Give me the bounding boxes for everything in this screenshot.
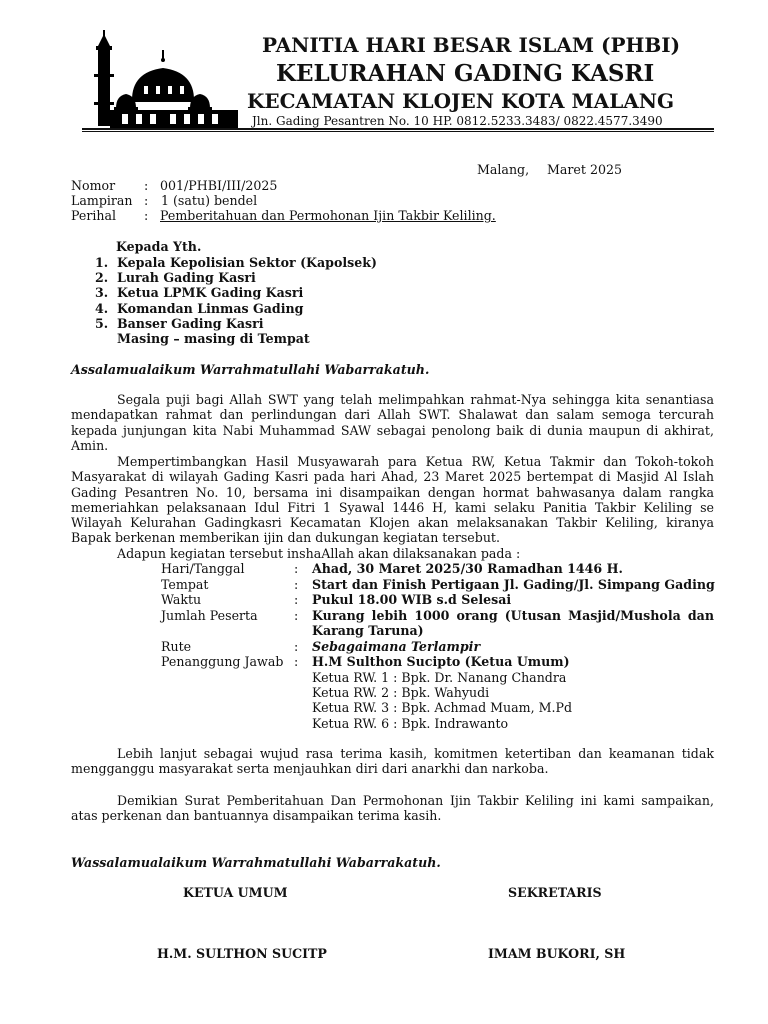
recipient-number: 3. [95, 285, 109, 300]
rw-leader: Ketua RW. 2 : Bpk. Wahyudi [312, 685, 490, 700]
signature-left-title: KETUA UMUM [183, 885, 288, 900]
paragraph-line: mendapatkan rahmat dan perlindungan dari Allah SWT. Shalawat dan salam semoga tercurah [71, 407, 714, 423]
paragraph-line: kepada junjungan kita Nabi Muhammad SAW sebagai penolong baik di dunia maupun di akhirat, [71, 422, 714, 438]
event-value-date: Ahad, 30 Maret 2025/30 Ramadhan 1446 H. [312, 561, 623, 576]
paragraph-closing [71, 793, 714, 824]
lampiran-label: Lampiran [71, 193, 133, 208]
event-value-responsible: H.M Sulthon Sucipto (Ketua Umum) [312, 654, 570, 669]
colon: : [294, 608, 299, 623]
paragraph-line: mengganggu masyarakat serta menjauhkan diri dari anarkhi dan narkoba. [71, 761, 549, 777]
recipient-item: Ketua LPMK Gading Kasri [117, 285, 304, 300]
event-label-participants: Jumlah Peserta [161, 608, 258, 623]
paragraph-line: Gading Pesantren No. 10, bersama ini disampaikan dengan hormat bahwasanya dalam rangka [71, 484, 714, 500]
paragraph-consideration [71, 454, 714, 546]
paragraph-line: atas perkenan dan bantuannya disampaikan terima kasih. [71, 808, 442, 824]
recipient-item: Kepala Kepolisian Sektor (Kapolsek) [117, 255, 377, 270]
letterhead-rule [82, 128, 714, 130]
paragraph-commitment [71, 746, 714, 777]
rw-leader: Ketua RW. 1 : Bpk. Dr. Nanang Chandra [312, 670, 567, 685]
event-value-place: Start dan Finish Pertigaan Jl. Gading/Jl. Simpang Gading [312, 577, 715, 592]
colon: : [294, 654, 299, 669]
colon: : [294, 592, 299, 607]
paragraph-line: Demikian Surat Pemberitahuan Dan Permohonan Ijin Takbir Keliling ini kami sampaikan, [117, 793, 714, 808]
event-label-time: Waktu [161, 592, 202, 607]
recipients-intro: Kepada Yth. [116, 239, 202, 254]
event-value-time: Pukul 18.00 WIB s.d Selesai [312, 592, 512, 607]
paragraph-line: Bapak berkenan memberikan ijin dan dukungan kegiatan tersebut. [71, 530, 500, 546]
rw-leader: Ketua RW. 6 : Bpk. Indrawanto [312, 716, 509, 731]
colon: : [144, 178, 149, 193]
org-name-line3: KECAMATAN KLOJEN KOTA MALANG [247, 89, 675, 113]
org-address: Jln. Gading Pesantren No. 10 HP. 0812.5233.3483/ 0822.4577.3490 [252, 114, 663, 128]
paragraph-line: Wilayah Kelurahan Gadingkasri Kecamatan Klojen akan melaksanakan Takbir Keliling, kiranya [71, 515, 714, 531]
event-intro: Adapun kegiatan tersebut inshaAllah akan dilaksanakan pada : [117, 546, 521, 561]
colon: : [144, 208, 149, 223]
recipient-number: 2. [95, 270, 109, 285]
closing-greeting: Wassalamualaikum Warrahmatullahi Wabarrakatuh. [71, 855, 441, 870]
mosque-icon [84, 30, 238, 130]
signature-right-name: IMAM BUKORI, SH [488, 946, 626, 961]
colon: : [294, 577, 299, 592]
perihal-label: Perihal [71, 208, 117, 223]
event-label-route: Rute [161, 639, 192, 654]
paragraph-line: Masyarakat di wilayah Gading Kasri pada hari Ahad, 23 Maret 2025 bertempat di Masjid Al Islah [71, 469, 714, 485]
signature-left-name: H.M. SULTHON SUCITP [157, 946, 327, 961]
paragraph-line: Lebih lanjut sebagai wujud rasa terima kasih, komitmen ketertiban dan keamanan tidak [117, 746, 714, 761]
event-value-participants-cont: Karang Taruna) [312, 623, 424, 638]
nomor-label: Nomor [71, 178, 116, 193]
colon: : [144, 193, 149, 208]
org-name-line1: PANITIA HARI BESAR ISLAM (PHBI) [262, 33, 681, 57]
recipient-item: Komandan Linmas Gading [117, 301, 304, 316]
lampiran-value: 1 (satu) bendel [161, 193, 258, 208]
date-city: Malang, [477, 162, 530, 177]
recipient-number: 5. [95, 316, 109, 331]
paragraph-line: Amin. [71, 437, 109, 453]
nomor-value: 001/PHBI/III/2025 [160, 178, 278, 193]
perihal-value: Pemberitahuan dan Permohonan Ijin Takbir Keliling. [160, 208, 496, 223]
colon: : [294, 561, 299, 576]
recipient-item: Banser Gading Kasri [117, 316, 264, 331]
event-label-responsible: Penanggung Jawab [161, 654, 284, 669]
event-value-participants: Kurang lebih 1000 orang (Utusan Masjid/Mushola dan [312, 608, 714, 623]
paragraph-line: memeriahkan pelaksanaan Idul Fitri 1 Syawal 1446 H, kami selaku Panitia Takbir Keliling se [71, 499, 714, 515]
colon: : [294, 639, 299, 654]
rw-leader: Ketua RW. 3 : Bpk. Achmad Muam, M.Pd [312, 700, 573, 715]
recipient-number: 1. [95, 255, 109, 270]
paragraph-praise [71, 392, 714, 453]
event-label-place: Tempat [161, 577, 209, 592]
event-label-date: Hari/Tanggal [161, 561, 245, 576]
paragraph-line: Segala puji bagi Allah SWT yang telah melimpahkan rahmat-Nya sehingga kita senantiasa [117, 392, 714, 407]
recipients-closing: Masing – masing di Tempat [117, 331, 310, 346]
event-value-route: Sebagaimana Terlampir [312, 639, 481, 654]
paragraph-line: Mempertimbangkan Hasil Musyawarah para Ketua RW, Ketua Takmir dan Tokoh-tokoh [117, 454, 714, 469]
date-month-year: Maret 2025 [547, 162, 622, 177]
letterhead-rule-thin [82, 131, 714, 132]
opening-greeting: Assalamualaikum Warrahmatullahi Wabarrakatuh. [71, 362, 430, 377]
signature-right-title: SEKRETARIS [508, 885, 602, 900]
recipient-number: 4. [95, 301, 109, 316]
recipient-item: Lurah Gading Kasri [117, 270, 256, 285]
org-name-line2: KELURAHAN GADING KASRI [276, 60, 655, 87]
